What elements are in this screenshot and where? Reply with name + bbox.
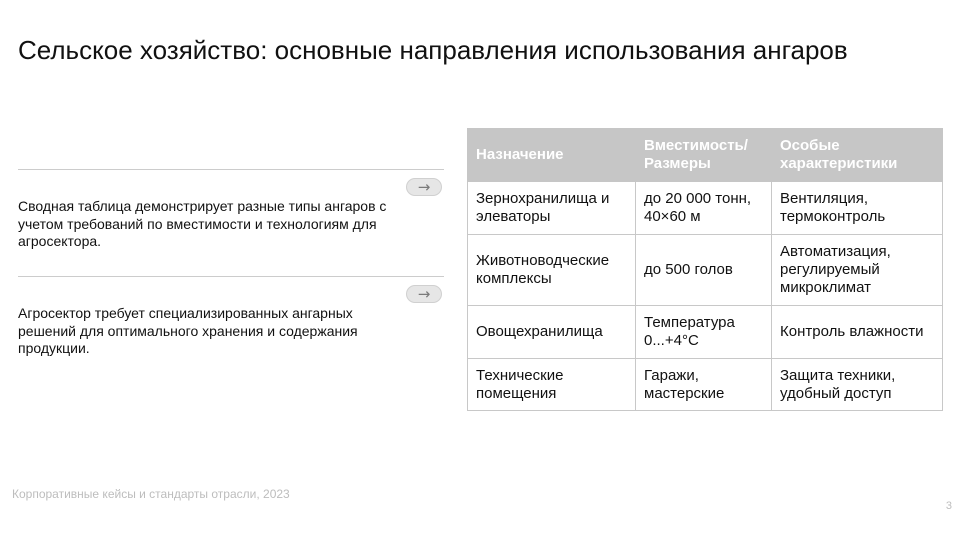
table-row: [468, 359, 943, 411]
table-cell: Гаражи, мастерские: [636, 359, 772, 411]
arrow-right-icon: →: [417, 284, 431, 303]
table-cell: Температура 0...+4°C: [636, 306, 772, 359]
arrow-right-button[interactable]: [406, 178, 442, 196]
table-cell: до 20 000 тонн, 40×60 м: [636, 182, 772, 235]
table-row: [468, 306, 943, 359]
summary-text: Агросектор требует специализированных ангарных решений для оптимального хранения и содержания продукции.: [18, 305, 358, 356]
table-cell: Контроль влажности: [772, 306, 943, 359]
table-cell: Защита техники, удобный доступ: [772, 359, 943, 411]
column-header-purpose: Назначение: [468, 129, 636, 182]
arrow-right-icon: →: [417, 177, 431, 196]
footer-source: Корпоративные кейсы и стандарты отрасли, 2023: [12, 487, 290, 501]
table-row: [468, 235, 943, 306]
table-row: [468, 182, 943, 235]
table-cell: Овощехранилища: [468, 306, 636, 359]
hangar-table: [467, 128, 943, 411]
divider: [18, 169, 444, 170]
table-header-row: [468, 129, 943, 182]
table-cell: до 500 голов: [636, 235, 772, 306]
table-cell: Животноводческие комплексы: [468, 235, 636, 306]
summary-text: Сводная таблица демонстрирует разные типы ангаров с учетом требований по вместимости и технологиям для агросектора.: [18, 198, 387, 249]
table-cell: Зернохранилища и элеваторы: [468, 182, 636, 235]
table-cell: Технические помещения: [468, 359, 636, 411]
slide-title: Сельское хозяйство: основные направления использования ангаров: [18, 35, 848, 65]
page-number: 3: [945, 500, 952, 512]
arrow-right-button[interactable]: [406, 285, 442, 303]
divider: [18, 276, 444, 277]
table-cell: Автоматизация, регулируемый микроклимат: [772, 235, 943, 306]
column-header-features: Особые характеристики: [772, 129, 943, 182]
table-cell: Вентиляция, термоконтроль: [772, 182, 943, 235]
column-header-capacity: Вместимость/ Размеры: [636, 129, 772, 182]
